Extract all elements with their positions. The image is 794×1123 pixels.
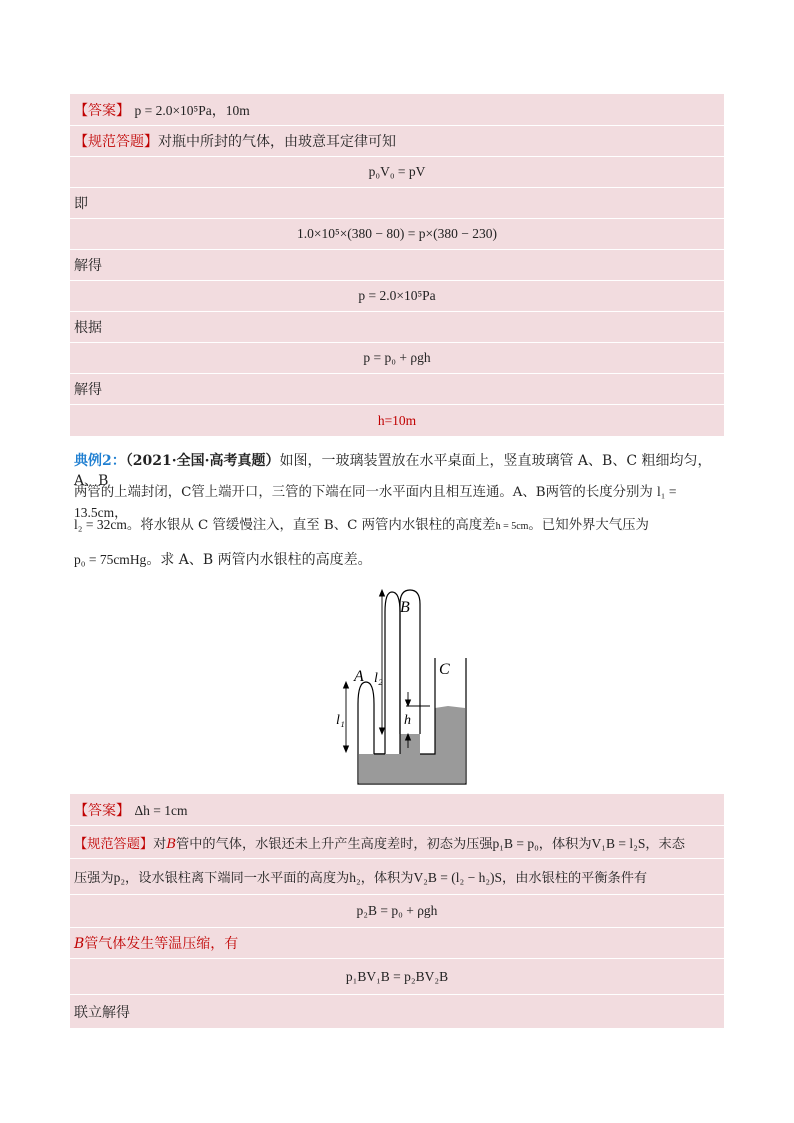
equation-row <box>70 404 724 436</box>
word-jiede-1: 解得 <box>74 258 102 274</box>
tube-diagram <box>330 586 470 790</box>
solution-tube-b: B <box>166 836 177 852</box>
solution-eq-v2: V₂B = (l₂ − h₂)S <box>413 870 503 885</box>
solution-text-2a: 压强为 <box>74 871 114 886</box>
text-row <box>70 249 724 280</box>
tube-b-label: B <box>74 936 85 952</box>
problem-l2: l₂ = 32cm <box>74 517 127 532</box>
l2-arrow-top <box>380 590 385 596</box>
solution-intro: 对瓶中所封的气体，由玻意耳定律可知 <box>158 134 396 150</box>
solution-text-1b: 管中的气体，水银还未上升产生高度差时，初态为压强 <box>176 836 493 852</box>
problem-l1: l₁ = 13.5cm <box>74 484 677 520</box>
tube-b-cap <box>400 596 420 754</box>
l1-arrow-bottom <box>344 746 349 752</box>
solution-row-2 <box>70 858 724 894</box>
solution-eq-p1: p₁B = p₀ <box>492 835 539 851</box>
solution-eq-p2: p₂ <box>113 870 126 885</box>
problem-text-3b: 。已知外界大气压为 <box>528 518 649 533</box>
problem-text-3: 。将水银从 C 管缓慢注入，直至 B、C 两管内水银柱的高度差 <box>126 518 496 533</box>
answer-delta-h: Δh = 1cm <box>134 802 188 818</box>
text-row <box>70 994 724 1028</box>
answer-pressure: p = 2.0×10⁵Pa <box>134 102 212 118</box>
equation-height-result: h=10m <box>377 412 417 428</box>
label-h: h <box>404 713 411 728</box>
problem-line-2: 两管的上端封闭，C管上端开口，三管的下端在同一水平面内且相互连通。A、B两管的长度分别为 l₁ = 13.5cm， <box>74 484 677 521</box>
word-lianli: 联立解得 <box>74 1004 130 1021</box>
word-ji: 即 <box>74 196 88 212</box>
answer-tag: 【答案】 <box>74 802 130 819</box>
solution-text-1a: 对 <box>153 836 167 852</box>
equation-isothermal: p₁BV₁B = p₂BV₂B <box>345 968 449 984</box>
equation-substitution: 1.0×10⁵×(380 − 80) = p×(380 − 230) <box>297 226 497 241</box>
equation-row <box>70 280 724 311</box>
problem-p0: p₀ = 75cmHg <box>74 552 147 567</box>
problem-label: 典例2： <box>74 453 126 469</box>
tube-b-outer <box>385 592 400 754</box>
isothermal-text: 管气体发生等温压缩，有 <box>84 936 239 952</box>
equation-row <box>70 894 724 927</box>
equation-row <box>70 342 724 373</box>
answer-row <box>70 94 724 125</box>
solution-text-2c: ，体积为 <box>360 871 414 886</box>
problem-source: （2021·全国·高考真题） <box>125 453 280 469</box>
label-l1: l₁ <box>336 713 345 728</box>
solution-row-1 <box>70 825 724 858</box>
solution-text-2d: ，由水银柱的平衡条件有 <box>502 871 648 886</box>
label-l2: l₂ <box>374 671 383 686</box>
answer-row <box>70 794 724 825</box>
answer-height: 10m <box>225 102 250 118</box>
text-row <box>70 373 724 404</box>
equation-hydrostatic: p = p₀ + ρgh <box>363 350 431 365</box>
l1-arrow-top <box>344 682 349 688</box>
answer-tag: 【答案】 <box>74 102 130 119</box>
equation-row <box>70 218 724 249</box>
equation-row <box>70 156 724 187</box>
equation-boyle: p₀V₀ = pV <box>368 164 426 179</box>
answer-separator: ， <box>211 102 226 119</box>
h-arrow-top <box>406 700 411 706</box>
solution-row <box>70 125 724 156</box>
equation-pressure-result: p = 2.0×10⁵Pa <box>358 288 436 303</box>
mercury-fill <box>359 706 465 783</box>
problem-line-4 <box>74 550 724 570</box>
equation-balance: p₂B = p₀ + ρgh <box>356 903 438 918</box>
text-row <box>70 311 724 342</box>
solution-eq-h2: h₂ <box>349 870 361 885</box>
label-a: A <box>354 668 364 685</box>
text-row <box>70 187 724 218</box>
solution-tag: 【规范答题】 <box>74 134 158 150</box>
word-jiede-2: 解得 <box>74 382 102 398</box>
label-b: B <box>400 599 410 616</box>
answer-block-2 <box>70 794 724 1028</box>
solution-text-1c: ，体积为 <box>538 836 592 852</box>
solution-eq-v1: V₁B = l₂S <box>591 835 646 851</box>
label-c: C <box>439 661 450 678</box>
equation-row <box>70 958 724 994</box>
problem-text-2: 两管的上端封闭，C管上端开口，三管的下端在同一水平面内且相互连通。A、B两管的长度分别为 <box>74 485 653 500</box>
word-genju: 根据 <box>74 320 102 336</box>
problem-text-4: 。求 A、B 两管内水银柱的高度差。 <box>146 552 372 568</box>
l2-arrow-bottom <box>380 728 385 734</box>
solution-text-1d: ，末态 <box>645 836 685 852</box>
solution-tag: 【规范答题】 <box>74 836 154 852</box>
problem-text-1: 如图，一玻璃装置放在水平桌面上，竖直玻璃管 A、B、C 粗细均匀，A、B <box>74 453 712 489</box>
solution-text-2b: ，设水银柱离下端同一水平面的高度为 <box>125 871 350 886</box>
problem-line-3 <box>74 515 724 537</box>
answer-block-1 <box>70 94 724 436</box>
tube-a <box>358 682 374 754</box>
problem-h: h = 5cm <box>495 521 529 532</box>
text-row <box>70 927 724 958</box>
